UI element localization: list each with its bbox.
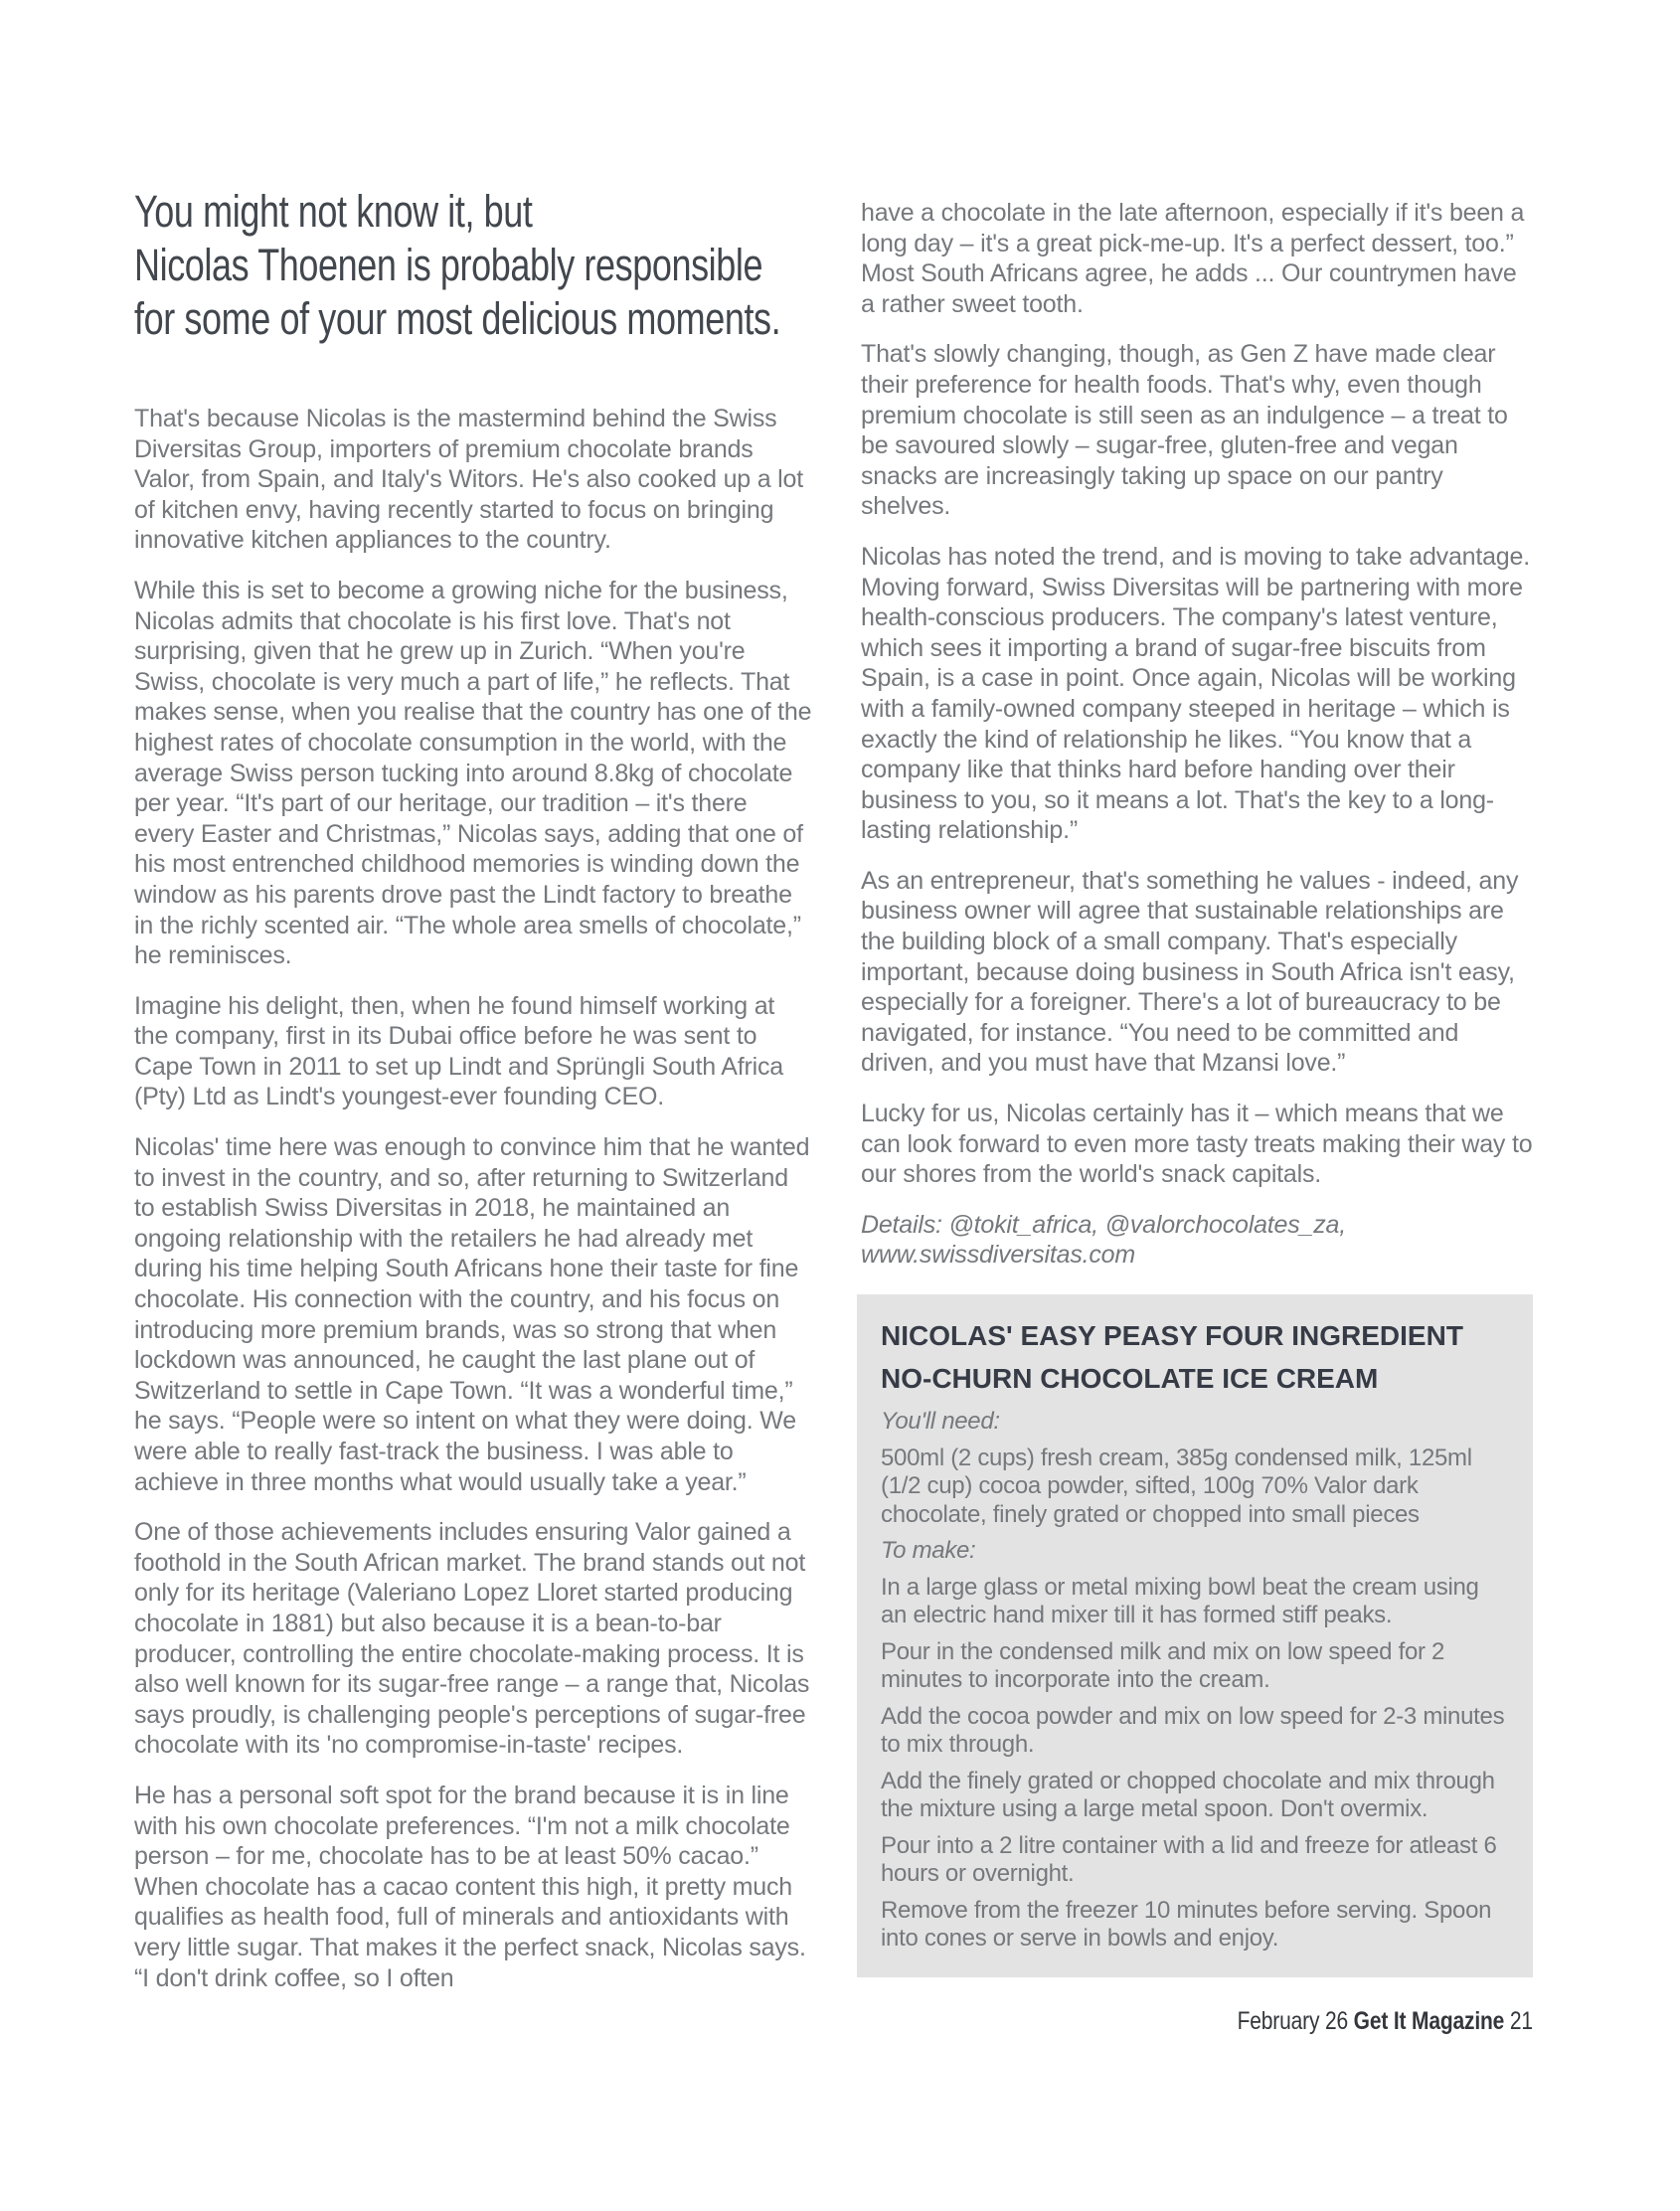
recipe-box [857,1294,1533,1977]
body-paragraph: One of those achievements includes ensuring Valor gained a foothold in the South African market. The brand stands out not only for its heritage (Valeriano Lopez Lloret started producing chocolate in 1881) but also because it is a bean-to-bar producer, controlling the entire chocolate-making process. It is also well known for its sugar-free range – a range that, Nicolas says proudly, is challenging people's perceptions of sugar-free chocolate with its 'no compromise-in-taste' recipes. [134,1518,810,1760]
recipe-step: Remove from the freezer 10 minutes before serving. Spoon into cones or serve in bowls and enjoy. [881,1896,1492,1952]
article-headline [134,185,850,346]
recipe-need-label: You'll need: [881,1408,1000,1435]
body-paragraph: Lucky for us, Nicolas certainly has it – which means that we can look forward to even more tasty treats making their way to our shores from the world's snack capitals. [861,1100,1533,1189]
page-footer [861,2007,1533,2035]
recipe-step: Pour into a 2 litre container with a lid and freeze for atleast 6 hours or overnight. [881,1831,1497,1887]
headline-line-2: Nicolas Thoenen is probably responsible [134,240,763,290]
body-paragraph: That's because Nicolas is the mastermind behind the Swiss Diversitas Group, importers of premium chocolate brands Valor, from Spain, and Italy's Witors. He's also cooked up a lot of kitchen envy, having recently started to focus on bringing innovative kitchen appliances to the country. [134,405,803,555]
footer-text [1238,2007,1533,2035]
recipe-step: Add the finely grated or chopped chocolate and mix through the mixture using a large metal spoon. Don't overmix. [881,1767,1495,1822]
body-paragraph: Nicolas has noted the trend, and is moving to take advantage. Moving forward, Swiss Diversitas will be partnering with more health-conscious producers. The company's latest venture, which sees it importing a brand of sugar-free biscuits from Spain, is a case in point. Once again, Nicolas will be working with a family-owned company steeped in heritage – which is exactly the kind of relationship he likes. “You know that a company like that thinks hard before handing over their business to you, so it means a lot. That's the key to a long-lasting relationship.” [861,542,1530,845]
footer-page-number: 21 [1509,2006,1533,2035]
article-column-right [861,198,1533,2035]
recipe-make-label: To make: [881,1537,976,1564]
headline-line-3: for some of your most delicious moments. [134,293,781,344]
footer-magazine-name: Get It Magazine [1353,2006,1505,2035]
recipe-title [881,1314,1509,1400]
recipe-title-line-1: NICOLAS' EASY PEASY FOUR INGREDIENT [881,1320,1463,1351]
body-paragraph: Nicolas' time here was enough to convince him that he wanted to invest in the country, and so, after returning to Switzerland to establish Swiss Diversitas in 2018, he maintained an ongoing relationship with the retailers he had already met during his time helping South Africans hone their taste for fine chocolate. His connection with the country, and his focus on introducing more premium brands, was so strong that when lockdown was announced, he caught the last plane out of Switzerland to settle in Cape Town. “It was a wonderful time,” he says. “People were so intent on what they were doing. We were able to really fast-track the business. I was able to achieve in three months what would usually take a year.” [134,1133,810,1496]
recipe-step: Add the cocoa powder and mix on low speed for 2-3 minutes to mix through. [881,1702,1505,1758]
body-paragraph: have a chocolate in the late afternoon, especially if it's been a long day – it's a great pick-me-up. It's a perfect dessert, too.” Most South Africans agree, he adds ... Our countrymen have a rather sweet tooth. [861,199,1525,318]
recipe-title-line-2: NO-CHURN CHOCOLATE ICE CREAM [881,1363,1379,1394]
body-paragraph: He has a personal soft spot for the brand because it is in line with his own chocolate preferences. “I'm not a milk chocolate person – for me, chocolate has to be at least 50% cacao.” When chocolate has a cacao content this high, it pretty much qualifies as health food, full of minerals and antioxidants with very little sugar. That makes it the perfect snack, Nicolas says. “I don't drink coffee, so I often [134,1781,806,1992]
recipe-step: Pour in the condensed milk and mix on low speed for 2 minutes to incorporate into the cream. [881,1637,1445,1693]
recipe-ingredients: 500ml (2 cups) fresh cream, 385g condensed milk, 125ml (1/2 cup) cocoa powder, sifted, 100g 70% Valor dark chocolate, finely grated or chopped into small pieces [881,1444,1472,1528]
body-paragraph: That's slowly changing, though, as Gen Z have made clear their preference for health foods. That's why, even though premium chocolate is still seen as an indulgence – a treat to be savoured slowly – sugar-free, gluten-free and vegan snacks are increasingly taking up space on our pantry shelves. [861,340,1508,521]
body-paragraph: Imagine his delight, then, when he found himself working at the company, first in its Dubai office before he was sent to Cape Town in 2011 to set up Lindt and Sprüngli South Africa (Pty) Ltd as Lindt's youngest-ever founding CEO. [134,991,784,1111]
recipe-step: In a large glass or metal mixing bowl beat the cream using an electric hand mixer till it has formed stiff peaks. [881,1573,1479,1628]
footer-date: February 26 [1237,2006,1349,2035]
headline-line-1: You might not know it, but [134,186,533,237]
body-paragraph: As an entrepreneur, that's something he values - indeed, any business owner will agree that sustainable relationships are the building block of a small company. That's especially important, because doing business in South Africa isn't easy, especially for a foreigner. There's a lot of bureaucracy to be navigated, for instance. “You need to be committed and driven, and you must have that Mzansi love.” [861,866,1519,1078]
article-contact-details: Details: @tokit_africa, @valorchocolates_za, www.swissdiversitas.com [861,1210,1347,1270]
body-paragraph: While this is set to become a growing niche for the business, Nicolas admits that chocolate is his first love. That's not surprising, given that he grew up in Zurich. “When you're Swiss, chocolate is very much a part of life,” he reflects. That makes sense, when you realise that the country has one of the highest rates of chocolate consumption in the world, with the average Swiss person tucking into around 8.8kg of chocolate per year. “It's part of our heritage, our tradition – it's there every Easter and Christmas,” Nicolas says, adding that one of his most entrenched childhood memories is winding down the window as his parents drove past the Lindt factory to breathe in the richly scented air. “The whole area smells of chocolate,” he reminisces. [134,576,812,970]
article-column-left [134,404,812,2013]
